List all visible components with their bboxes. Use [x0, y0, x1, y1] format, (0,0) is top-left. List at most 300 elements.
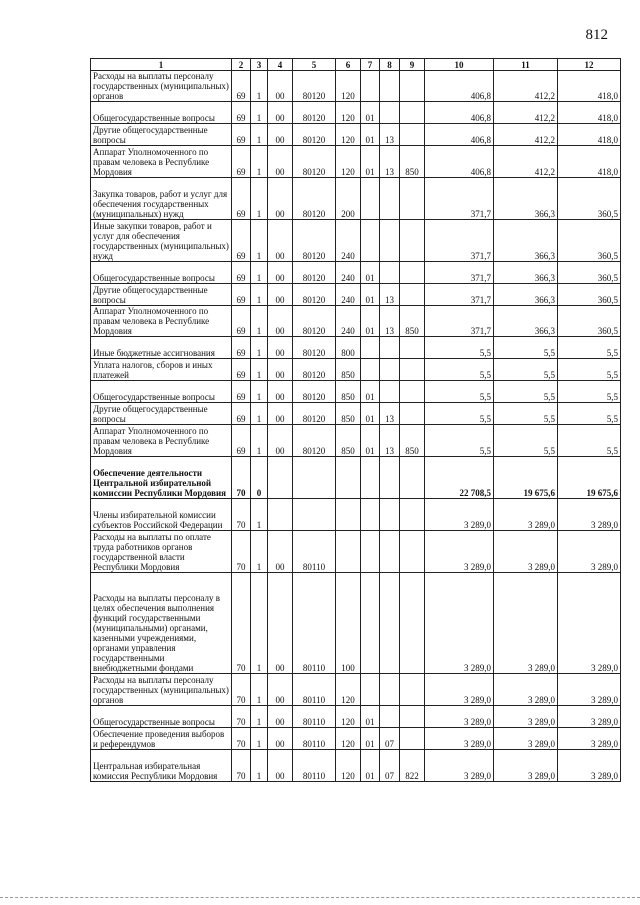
- cell-c7: [361, 359, 380, 381]
- cell-c8: [380, 381, 400, 403]
- cell-c8: [380, 706, 400, 728]
- cell-c10: 5,5: [425, 359, 494, 381]
- row-label-cell: Расходы на выплаты персоналу в целях обеспечения выполнения функций государственными (муниципальными) органами, казенными учреждениями, органами управления государственными внебюджетными фондами: [91, 573, 232, 674]
- cell-c5: 80110: [293, 531, 336, 573]
- cell-c2: 70: [232, 457, 251, 499]
- row-label-cell: Общегосударственные вопросы: [91, 262, 232, 284]
- cell-c9: [400, 706, 425, 728]
- cell-c2: 70: [232, 728, 251, 750]
- table-row: [91, 531, 621, 573]
- table-row: [91, 284, 621, 306]
- cell-c6: 240: [336, 306, 361, 337]
- cell-c9: [400, 71, 425, 102]
- row-label-cell: Аппарат Уполномоченного по правам человека в Республике Мордовия: [91, 306, 232, 337]
- cell-c10: 3 289,0: [425, 531, 494, 573]
- column-header: 7: [361, 59, 380, 71]
- cell-c2: 70: [232, 674, 251, 706]
- cell-c10: 3 289,0: [425, 750, 494, 782]
- cell-c5: 80120: [293, 306, 336, 337]
- column-header: 9: [400, 59, 425, 71]
- cell-c9: [400, 262, 425, 284]
- cell-c7: 01: [361, 706, 380, 728]
- cell-c6: 120: [336, 674, 361, 706]
- cell-c9: [400, 178, 425, 220]
- cell-c10: 371,7: [425, 306, 494, 337]
- table-row: [91, 124, 621, 146]
- row-label-cell: Общегосударственные вопросы: [91, 102, 232, 124]
- cell-c12: 5,5: [558, 337, 621, 359]
- cell-c11: 412,2: [494, 146, 558, 178]
- cell-c3: 1: [251, 381, 268, 403]
- table-row: [91, 425, 621, 457]
- cell-c2: 69: [232, 220, 251, 262]
- cell-c11: 412,2: [494, 124, 558, 146]
- cell-c2: 69: [232, 306, 251, 337]
- cell-c2: 69: [232, 146, 251, 178]
- cell-c6: 200: [336, 178, 361, 220]
- cell-c4: 00: [268, 262, 293, 284]
- cell-c9: 850: [400, 146, 425, 178]
- cell-c10: 406,8: [425, 146, 494, 178]
- column-header: 6: [336, 59, 361, 71]
- cell-c3: 1: [251, 403, 268, 425]
- cell-c12: 418,0: [558, 102, 621, 124]
- cell-c11: 412,2: [494, 102, 558, 124]
- cell-c2: 69: [232, 102, 251, 124]
- cell-c5: 80120: [293, 425, 336, 457]
- cell-c10: 3 289,0: [425, 706, 494, 728]
- cell-c4: 00: [268, 573, 293, 674]
- cell-c8: 13: [380, 146, 400, 178]
- cell-c3: 1: [251, 706, 268, 728]
- row-label-cell: Закупка товаров, работ и услуг для обеспечения государственных (муниципальных) нужд: [91, 178, 232, 220]
- column-header: 5: [293, 59, 336, 71]
- cell-c11: 19 675,6: [494, 457, 558, 499]
- cell-c11: 412,2: [494, 71, 558, 102]
- table-row: [91, 457, 621, 499]
- cell-c7: 01: [361, 146, 380, 178]
- budget-table: [90, 58, 621, 782]
- cell-c12: 360,5: [558, 284, 621, 306]
- cell-c10: 371,7: [425, 284, 494, 306]
- table-row: [91, 337, 621, 359]
- row-label-cell: Расходы на выплаты персоналу государственных (муниципальных) органов: [91, 71, 232, 102]
- cell-c12: 5,5: [558, 403, 621, 425]
- table-row: [91, 102, 621, 124]
- cell-c3: 0: [251, 457, 268, 499]
- cell-c6: 120: [336, 102, 361, 124]
- cell-c4: 00: [268, 146, 293, 178]
- cell-c3: 1: [251, 102, 268, 124]
- table-body: [91, 71, 621, 782]
- row-label-cell: Обеспечение деятельности Центральной избирательной комиссии Республики Мордовия: [91, 457, 232, 499]
- cell-c3: 1: [251, 124, 268, 146]
- table-row: [91, 573, 621, 674]
- cell-c9: [400, 284, 425, 306]
- page-bottom-edge: [0, 897, 640, 898]
- cell-c8: 13: [380, 306, 400, 337]
- table-row: [91, 178, 621, 220]
- cell-c7: 01: [361, 425, 380, 457]
- cell-c3: 1: [251, 306, 268, 337]
- cell-c3: 1: [251, 728, 268, 750]
- cell-c9: [400, 220, 425, 262]
- cell-c11: 3 289,0: [494, 750, 558, 782]
- page-number: 812: [585, 27, 608, 43]
- cell-c2: 69: [232, 262, 251, 284]
- cell-c6: [336, 457, 361, 499]
- table-row: [91, 674, 621, 706]
- cell-c4: 00: [268, 674, 293, 706]
- column-header: 2: [232, 59, 251, 71]
- cell-c11: 3 289,0: [494, 674, 558, 706]
- cell-c5: 80120: [293, 262, 336, 284]
- cell-c9: 822: [400, 750, 425, 782]
- table-row: [91, 750, 621, 782]
- cell-c9: [400, 457, 425, 499]
- cell-c2: 69: [232, 124, 251, 146]
- cell-c2: 69: [232, 425, 251, 457]
- cell-c5: 80120: [293, 178, 336, 220]
- cell-c2: 70: [232, 499, 251, 531]
- cell-c8: 13: [380, 284, 400, 306]
- cell-c9: [400, 337, 425, 359]
- table-row: [91, 262, 621, 284]
- table-header-row: [91, 59, 621, 71]
- row-label-cell: Уплата налогов, сборов и иных платежей: [91, 359, 232, 381]
- cell-c5: 80120: [293, 146, 336, 178]
- cell-c3: 1: [251, 262, 268, 284]
- cell-c7: [361, 457, 380, 499]
- cell-c4: 00: [268, 381, 293, 403]
- row-label-cell: Аппарат Уполномоченного по правам человека в Республике Мордовия: [91, 425, 232, 457]
- cell-c12: 19 675,6: [558, 457, 621, 499]
- column-header: 4: [268, 59, 293, 71]
- cell-c11: 3 289,0: [494, 531, 558, 573]
- cell-c11: 366,3: [494, 220, 558, 262]
- cell-c5: 80120: [293, 102, 336, 124]
- cell-c4: 00: [268, 284, 293, 306]
- cell-c9: 850: [400, 306, 425, 337]
- cell-c4: 00: [268, 102, 293, 124]
- cell-c8: [380, 674, 400, 706]
- cell-c10: 3 289,0: [425, 499, 494, 531]
- cell-c11: 366,3: [494, 306, 558, 337]
- cell-c4: [268, 457, 293, 499]
- cell-c2: 69: [232, 381, 251, 403]
- cell-c10: 406,8: [425, 71, 494, 102]
- cell-c8: [380, 457, 400, 499]
- cell-c7: [361, 531, 380, 573]
- cell-c3: 1: [251, 337, 268, 359]
- cell-c10: 371,7: [425, 220, 494, 262]
- cell-c5: 80120: [293, 381, 336, 403]
- cell-c4: 00: [268, 750, 293, 782]
- cell-c10: 5,5: [425, 403, 494, 425]
- cell-c6: 120: [336, 750, 361, 782]
- table-row: [91, 403, 621, 425]
- cell-c12: 3 289,0: [558, 573, 621, 674]
- cell-c12: 3 289,0: [558, 499, 621, 531]
- cell-c10: 5,5: [425, 337, 494, 359]
- cell-c12: 418,0: [558, 71, 621, 102]
- cell-c8: [380, 531, 400, 573]
- row-label-cell: Аппарат Уполномоченного по правам человека в Республике Мордовия: [91, 146, 232, 178]
- cell-c12: 5,5: [558, 381, 621, 403]
- cell-c12: 3 289,0: [558, 706, 621, 728]
- table-row: [91, 146, 621, 178]
- cell-c9: [400, 674, 425, 706]
- cell-c8: 13: [380, 403, 400, 425]
- cell-c6: [336, 499, 361, 531]
- cell-c9: [400, 124, 425, 146]
- cell-c4: 00: [268, 71, 293, 102]
- cell-c8: 13: [380, 425, 400, 457]
- cell-c9: [400, 102, 425, 124]
- cell-c2: 70: [232, 531, 251, 573]
- cell-c7: 01: [361, 381, 380, 403]
- cell-c7: 01: [361, 403, 380, 425]
- cell-c7: [361, 499, 380, 531]
- cell-c10: 22 708,5: [425, 457, 494, 499]
- cell-c5: 80110: [293, 706, 336, 728]
- cell-c8: [380, 337, 400, 359]
- cell-c12: 360,5: [558, 306, 621, 337]
- cell-c7: 01: [361, 262, 380, 284]
- cell-c4: [268, 499, 293, 531]
- cell-c3: 1: [251, 146, 268, 178]
- cell-c5: 80110: [293, 750, 336, 782]
- cell-c7: [361, 337, 380, 359]
- cell-c5: [293, 499, 336, 531]
- row-label-cell: Расходы на выплаты персоналу государственных (муниципальных) органов: [91, 674, 232, 706]
- cell-c7: 01: [361, 750, 380, 782]
- cell-c8: 07: [380, 728, 400, 750]
- table-row: [91, 220, 621, 262]
- cell-c2: 69: [232, 71, 251, 102]
- row-label-cell: Члены избирательной комиссии субъектов Российской Федерации: [91, 499, 232, 531]
- cell-c11: 3 289,0: [494, 573, 558, 674]
- row-label-cell: Иные бюджетные ассигнования: [91, 337, 232, 359]
- cell-c9: [400, 573, 425, 674]
- cell-c8: 13: [380, 124, 400, 146]
- cell-c12: 360,5: [558, 262, 621, 284]
- cell-c10: 3 289,0: [425, 674, 494, 706]
- cell-c5: 80120: [293, 220, 336, 262]
- cell-c10: 5,5: [425, 425, 494, 457]
- cell-c11: 5,5: [494, 337, 558, 359]
- cell-c8: [380, 102, 400, 124]
- cell-c4: 00: [268, 124, 293, 146]
- row-label-cell: Другие общегосударственные вопросы: [91, 284, 232, 306]
- cell-c8: [380, 262, 400, 284]
- cell-c9: [400, 531, 425, 573]
- cell-c8: [380, 499, 400, 531]
- cell-c7: 01: [361, 728, 380, 750]
- cell-c6: 240: [336, 220, 361, 262]
- column-header: 8: [380, 59, 400, 71]
- cell-c9: [400, 499, 425, 531]
- cell-c2: 70: [232, 750, 251, 782]
- cell-c6: 850: [336, 381, 361, 403]
- cell-c7: 01: [361, 124, 380, 146]
- cell-c10: 371,7: [425, 262, 494, 284]
- cell-c12: 418,0: [558, 124, 621, 146]
- cell-c12: 360,5: [558, 220, 621, 262]
- row-label-cell: Обеспечение проведения выборов и референдумов: [91, 728, 232, 750]
- cell-c8: 07: [380, 750, 400, 782]
- cell-c4: 00: [268, 425, 293, 457]
- column-header: 11: [494, 59, 558, 71]
- table-row: [91, 499, 621, 531]
- cell-c2: 70: [232, 706, 251, 728]
- row-label-cell: Другие общегосударственные вопросы: [91, 403, 232, 425]
- cell-c6: 120: [336, 146, 361, 178]
- cell-c6: 120: [336, 728, 361, 750]
- cell-c5: 80120: [293, 359, 336, 381]
- cell-c8: [380, 71, 400, 102]
- cell-c2: 69: [232, 337, 251, 359]
- cell-c5: 80110: [293, 728, 336, 750]
- cell-c6: 120: [336, 124, 361, 146]
- cell-c11: 366,3: [494, 262, 558, 284]
- column-header: 10: [425, 59, 494, 71]
- cell-c4: 00: [268, 728, 293, 750]
- table-row: [91, 306, 621, 337]
- cell-c5: 80110: [293, 674, 336, 706]
- cell-c7: [361, 220, 380, 262]
- cell-c3: 1: [251, 573, 268, 674]
- cell-c2: 70: [232, 573, 251, 674]
- cell-c3: 1: [251, 499, 268, 531]
- cell-c2: 69: [232, 403, 251, 425]
- cell-c2: 69: [232, 359, 251, 381]
- cell-c2: 69: [232, 284, 251, 306]
- cell-c3: 1: [251, 220, 268, 262]
- cell-c12: 3 289,0: [558, 531, 621, 573]
- cell-c7: 01: [361, 284, 380, 306]
- cell-c7: [361, 71, 380, 102]
- cell-c9: [400, 403, 425, 425]
- column-header: 12: [558, 59, 621, 71]
- cell-c4: 00: [268, 359, 293, 381]
- cell-c7: [361, 178, 380, 220]
- cell-c3: 1: [251, 531, 268, 573]
- table-row: [91, 381, 621, 403]
- cell-c8: [380, 220, 400, 262]
- cell-c3: 1: [251, 425, 268, 457]
- cell-c11: 5,5: [494, 359, 558, 381]
- cell-c4: 00: [268, 531, 293, 573]
- row-label-cell: Другие общегосударственные вопросы: [91, 124, 232, 146]
- cell-c3: 1: [251, 359, 268, 381]
- cell-c7: [361, 674, 380, 706]
- row-label-cell: Центральная избирательная комиссия Республики Мордовия: [91, 750, 232, 782]
- cell-c12: 3 289,0: [558, 728, 621, 750]
- cell-c10: 3 289,0: [425, 728, 494, 750]
- cell-c11: 3 289,0: [494, 499, 558, 531]
- cell-c6: 240: [336, 262, 361, 284]
- cell-c5: 80110: [293, 573, 336, 674]
- table-row: [91, 728, 621, 750]
- cell-c11: 366,3: [494, 284, 558, 306]
- cell-c6: 100: [336, 573, 361, 674]
- cell-c7: 01: [361, 102, 380, 124]
- cell-c10: 3 289,0: [425, 573, 494, 674]
- cell-c5: 80120: [293, 284, 336, 306]
- table-row: [91, 71, 621, 102]
- cell-c9: [400, 359, 425, 381]
- table-row: [91, 359, 621, 381]
- cell-c9: 850: [400, 425, 425, 457]
- cell-c2: 69: [232, 178, 251, 220]
- cell-c5: 80120: [293, 124, 336, 146]
- cell-c4: 00: [268, 706, 293, 728]
- cell-c12: 418,0: [558, 146, 621, 178]
- cell-c4: 00: [268, 337, 293, 359]
- cell-c4: 00: [268, 220, 293, 262]
- cell-c3: 1: [251, 750, 268, 782]
- cell-c12: 3 289,0: [558, 750, 621, 782]
- cell-c5: [293, 457, 336, 499]
- cell-c11: 5,5: [494, 403, 558, 425]
- cell-c9: [400, 728, 425, 750]
- cell-c3: 1: [251, 71, 268, 102]
- cell-c11: 5,5: [494, 381, 558, 403]
- row-label-cell: Иные закупки товаров, работ и услуг для обеспечения государственных (муниципальных) нужд: [91, 220, 232, 262]
- cell-c11: 3 289,0: [494, 706, 558, 728]
- cell-c10: 5,5: [425, 381, 494, 403]
- cell-c8: [380, 178, 400, 220]
- cell-c5: 80120: [293, 403, 336, 425]
- cell-c11: 3 289,0: [494, 728, 558, 750]
- cell-c6: 120: [336, 706, 361, 728]
- cell-c6: 850: [336, 425, 361, 457]
- table-row: [91, 706, 621, 728]
- column-header: 3: [251, 59, 268, 71]
- cell-c4: 00: [268, 306, 293, 337]
- row-label-cell: Общегосударственные вопросы: [91, 381, 232, 403]
- cell-c11: 366,3: [494, 178, 558, 220]
- cell-c6: 850: [336, 359, 361, 381]
- cell-c12: 5,5: [558, 425, 621, 457]
- cell-c8: [380, 573, 400, 674]
- column-header: 1: [91, 59, 232, 71]
- cell-c6: [336, 531, 361, 573]
- cell-c3: 1: [251, 178, 268, 220]
- cell-c12: 360,5: [558, 178, 621, 220]
- cell-c12: 5,5: [558, 359, 621, 381]
- cell-c10: 406,8: [425, 124, 494, 146]
- cell-c11: 5,5: [494, 425, 558, 457]
- cell-c10: 371,7: [425, 178, 494, 220]
- cell-c5: 80120: [293, 71, 336, 102]
- cell-c3: 1: [251, 284, 268, 306]
- cell-c9: [400, 381, 425, 403]
- cell-c12: 3 289,0: [558, 674, 621, 706]
- cell-c6: 120: [336, 71, 361, 102]
- cell-c7: [361, 573, 380, 674]
- cell-c8: [380, 359, 400, 381]
- cell-c7: 01: [361, 306, 380, 337]
- cell-c5: 80120: [293, 337, 336, 359]
- row-label-cell: Расходы на выплаты по оплате труда работников органов государственной власти Республики Мордовия: [91, 531, 232, 573]
- cell-c6: 240: [336, 284, 361, 306]
- cell-c10: 406,8: [425, 102, 494, 124]
- cell-c4: 00: [268, 403, 293, 425]
- cell-c4: 00: [268, 178, 293, 220]
- cell-c3: 1: [251, 674, 268, 706]
